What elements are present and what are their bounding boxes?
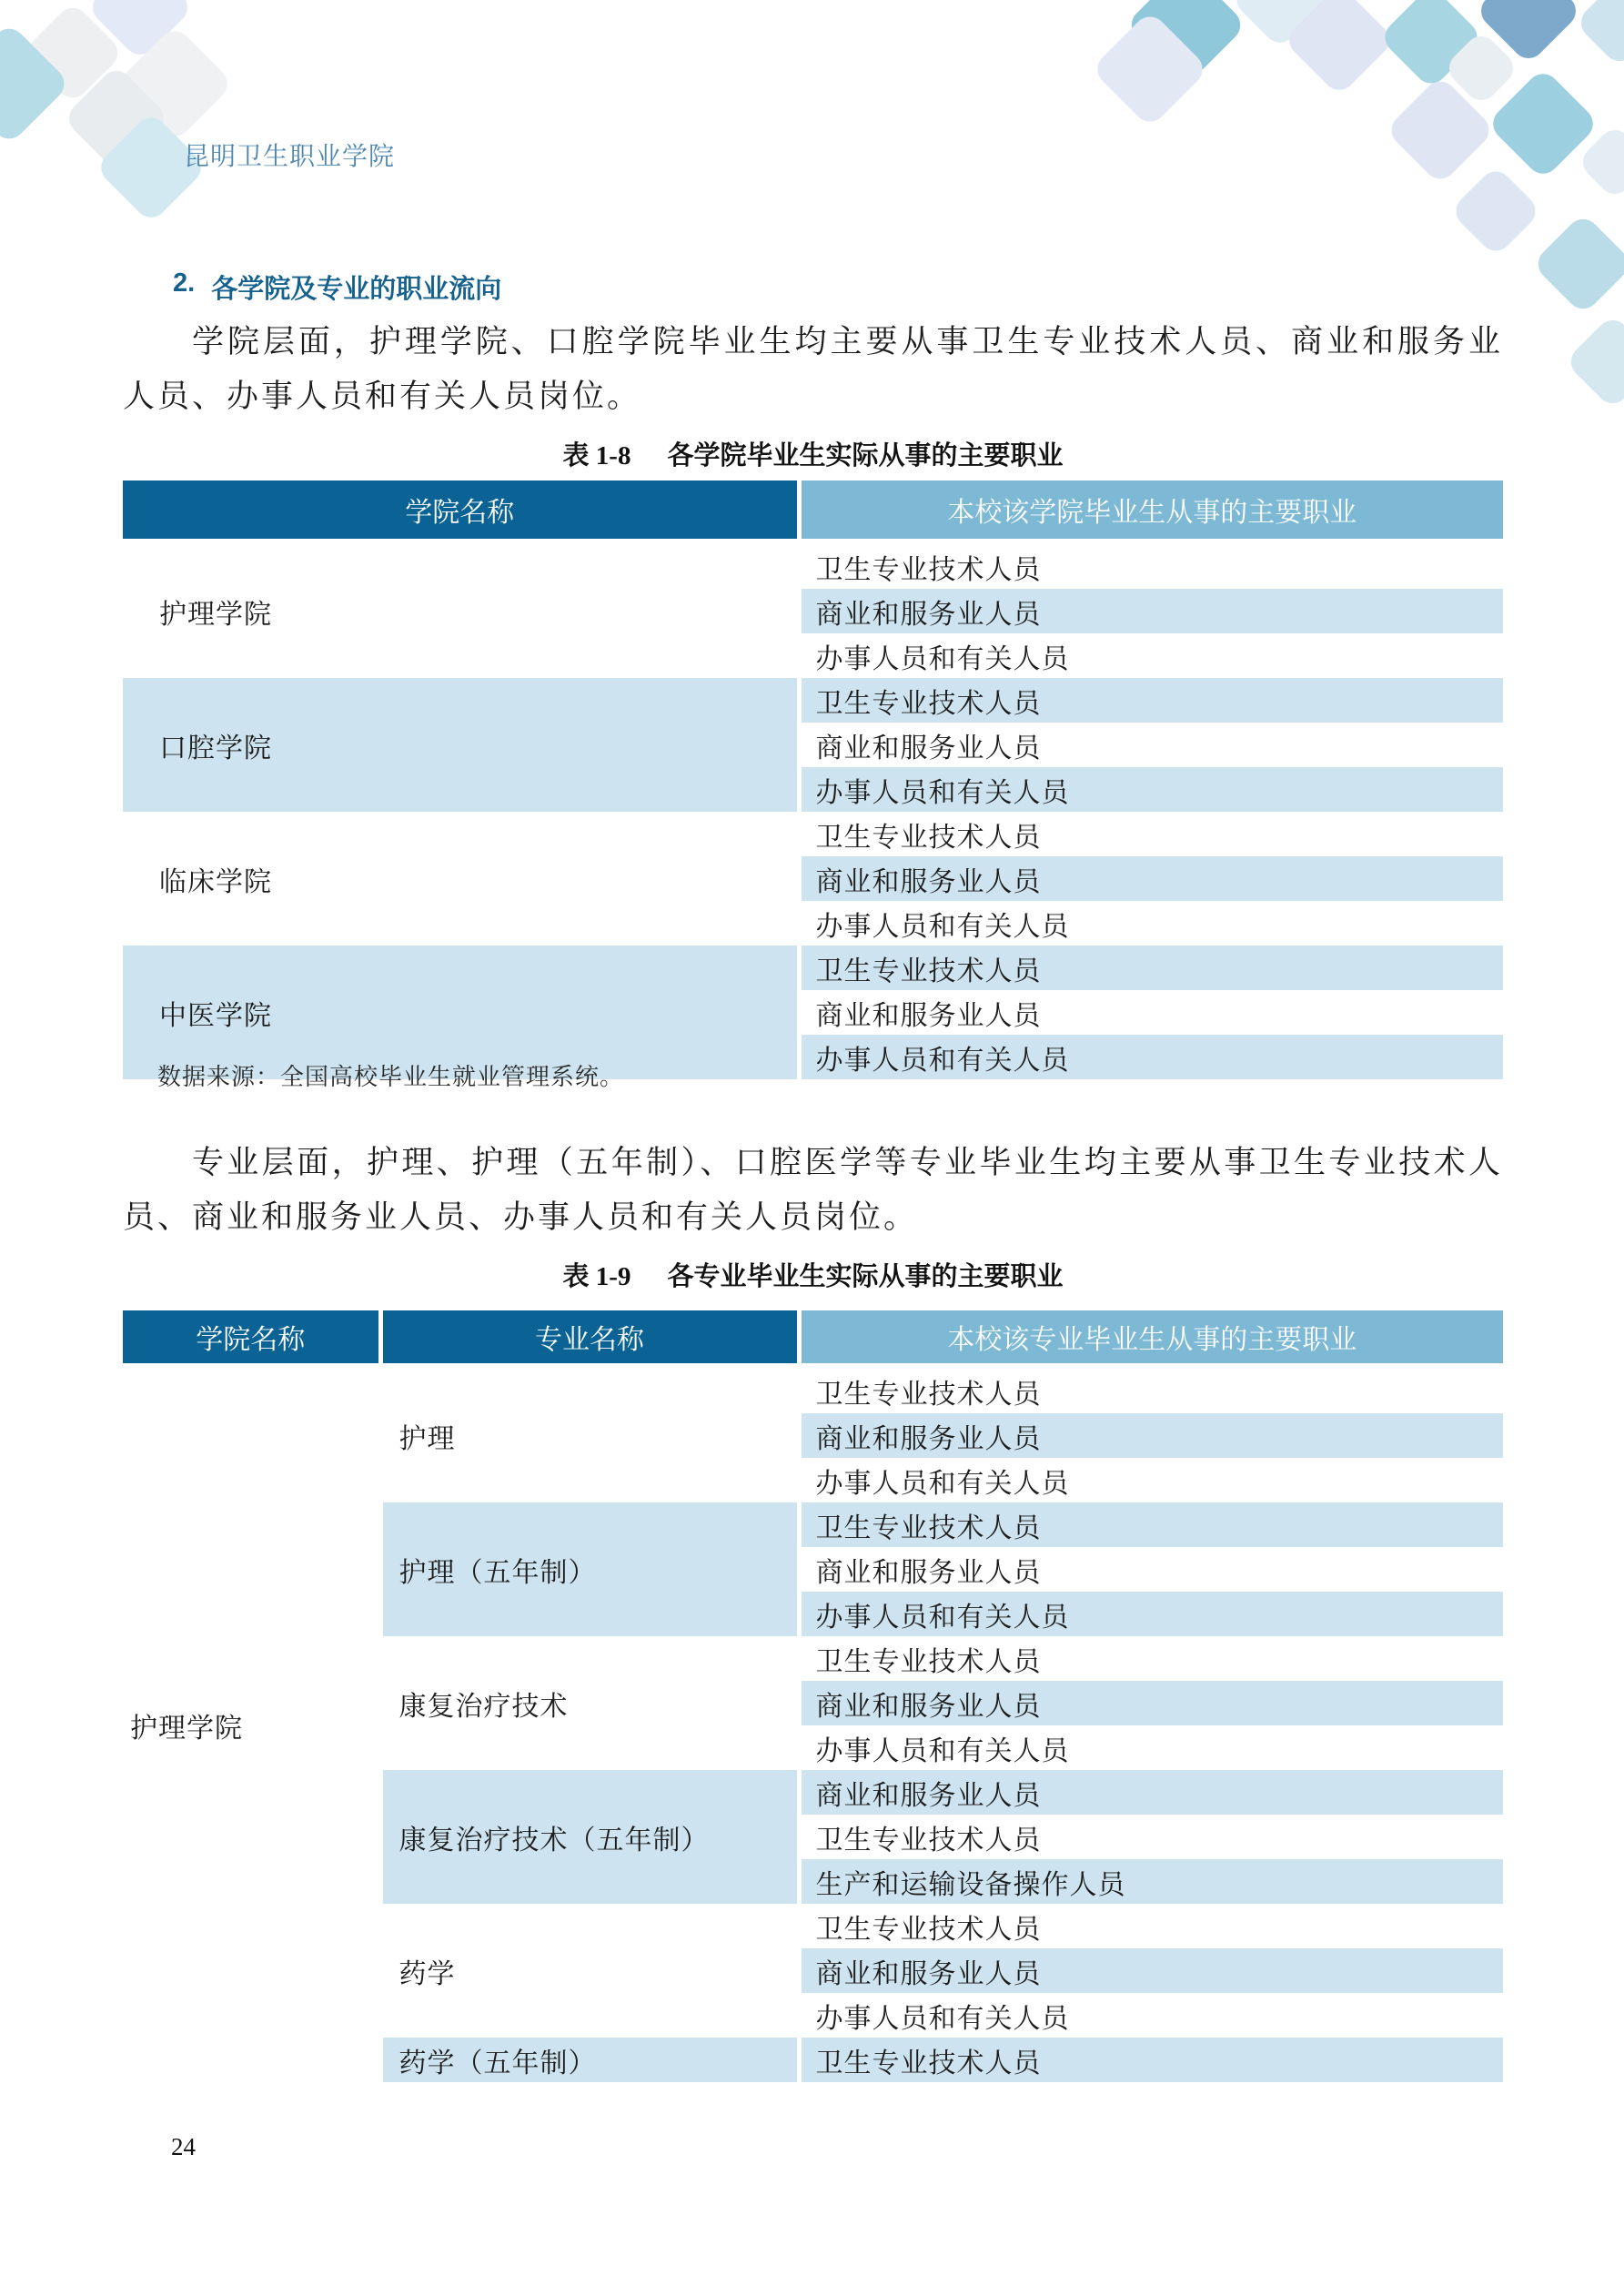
section-title: 各学院及专业的职业流向 [211, 275, 502, 304]
occupation-cell: 卫生专业技术人员 [799, 1636, 1503, 1681]
occupation-cell: 商业和服务业人员 [799, 1413, 1503, 1458]
page-header-brand: 昆明卫生职业学院 [184, 143, 396, 171]
occupation-cell: 办事人员和有关人员 [799, 1725, 1503, 1770]
column-header-occupations: 本校该专业毕业生从事的主要职业 [799, 1310, 1503, 1366]
caption-label: 表 1-8 [562, 441, 631, 470]
major-name-cell: 药学 [380, 1904, 799, 2038]
occupation-cell: 卫生专业技术人员 [799, 1904, 1503, 1948]
paragraph-college-level: 学院层面，护理学院、口腔学院毕业生均主要从事卫生专业技术人员、商业和服务业人员、办事人员和有关人员岗位。 [123, 324, 1503, 414]
occupation-cell: 商业和服务业人员 [799, 1681, 1503, 1725]
occupation-cell: 商业和服务业人员 [799, 589, 1503, 633]
major-name-cell: 药学（五年制） [380, 2038, 799, 2082]
page-number: 24 [171, 2133, 196, 2160]
college-name-cell: 临床学院 [123, 812, 799, 946]
occupation-cell: 商业和服务业人员 [799, 856, 1503, 901]
occupation-cell: 卫生专业技术人员 [799, 812, 1503, 856]
column-header-major: 专业名称 [380, 1310, 799, 1366]
table-1-9 [123, 1310, 1503, 2082]
table-row [123, 946, 1503, 990]
major-name-cell: 康复治疗技术（五年制） [380, 1770, 799, 1904]
occupation-cell: 商业和服务业人员 [799, 1547, 1503, 1592]
occupation-cell: 办事人员和有关人员 [799, 1458, 1503, 1502]
occupation-cell: 卫生专业技术人员 [799, 1502, 1503, 1547]
caption-title: 各专业毕业生实际从事的主要职业 [667, 1262, 1064, 1291]
table-1-9-caption [123, 1256, 1503, 1293]
table-1-8 [123, 480, 1503, 1079]
major-name-cell: 护理（五年制） [380, 1502, 799, 1636]
occupation-cell: 办事人员和有关人员 [799, 1592, 1503, 1636]
occupation-cell: 卫生专业技术人员 [799, 1815, 1503, 1859]
paragraph-major-level: 专业层面，护理、护理（五年制）、口腔医学等专业毕业生均主要从事卫生专业技术人员、商业和服务业人员、办事人员和有关人员岗位。 [123, 1145, 1503, 1235]
section-number: 2. [173, 268, 196, 298]
occupation-cell: 商业和服务业人员 [799, 1770, 1503, 1815]
occupation-cell: 卫生专业技术人员 [799, 946, 1503, 990]
occupation-cell: 卫生专业技术人员 [799, 2038, 1503, 2082]
college-name-cell: 护理学院 [123, 1366, 380, 2082]
table-row [123, 1366, 1503, 1413]
major-name-cell: 康复治疗技术 [380, 1636, 799, 1770]
occupation-cell: 卫生专业技术人员 [799, 678, 1503, 723]
table-row [123, 812, 1503, 856]
major-name-cell: 护理 [380, 1366, 799, 1502]
table-1-8-header-row [123, 480, 1503, 541]
occupation-cell: 商业和服务业人员 [799, 1948, 1503, 1993]
source-note: 数据来源：全国高校毕业生就业管理系统。 [157, 1064, 625, 1090]
occupation-cell: 办事人员和有关人员 [799, 1035, 1503, 1079]
occupation-cell: 卫生专业技术人员 [799, 541, 1503, 589]
occupation-cell: 办事人员和有关人员 [799, 1993, 1503, 2038]
table-row [123, 541, 1503, 589]
section-heading [173, 268, 501, 306]
column-header-occupations: 本校该学院毕业生从事的主要职业 [799, 480, 1503, 541]
occupation-cell: 办事人员和有关人员 [799, 633, 1503, 678]
caption-title: 各学院毕业生实际从事的主要职业 [667, 441, 1064, 470]
college-name-cell: 口腔学院 [123, 678, 799, 812]
college-name-cell: 护理学院 [123, 541, 799, 678]
occupation-cell: 卫生专业技术人员 [799, 1366, 1503, 1413]
college-name-cell: 中医学院 [123, 946, 799, 1079]
column-header-college: 学院名称 [123, 480, 799, 541]
occupation-cell: 办事人员和有关人员 [799, 767, 1503, 812]
table-1-9-header-row [123, 1310, 1503, 1366]
occupation-cell: 办事人员和有关人员 [799, 901, 1503, 946]
occupation-cell: 商业和服务业人员 [799, 990, 1503, 1035]
table-1-8-caption [123, 435, 1503, 472]
column-header-college: 学院名称 [123, 1310, 380, 1366]
table-row [123, 678, 1503, 723]
occupation-cell: 商业和服务业人员 [799, 723, 1503, 767]
occupation-cell: 生产和运输设备操作人员 [799, 1859, 1503, 1904]
caption-label: 表 1-9 [562, 1262, 631, 1291]
